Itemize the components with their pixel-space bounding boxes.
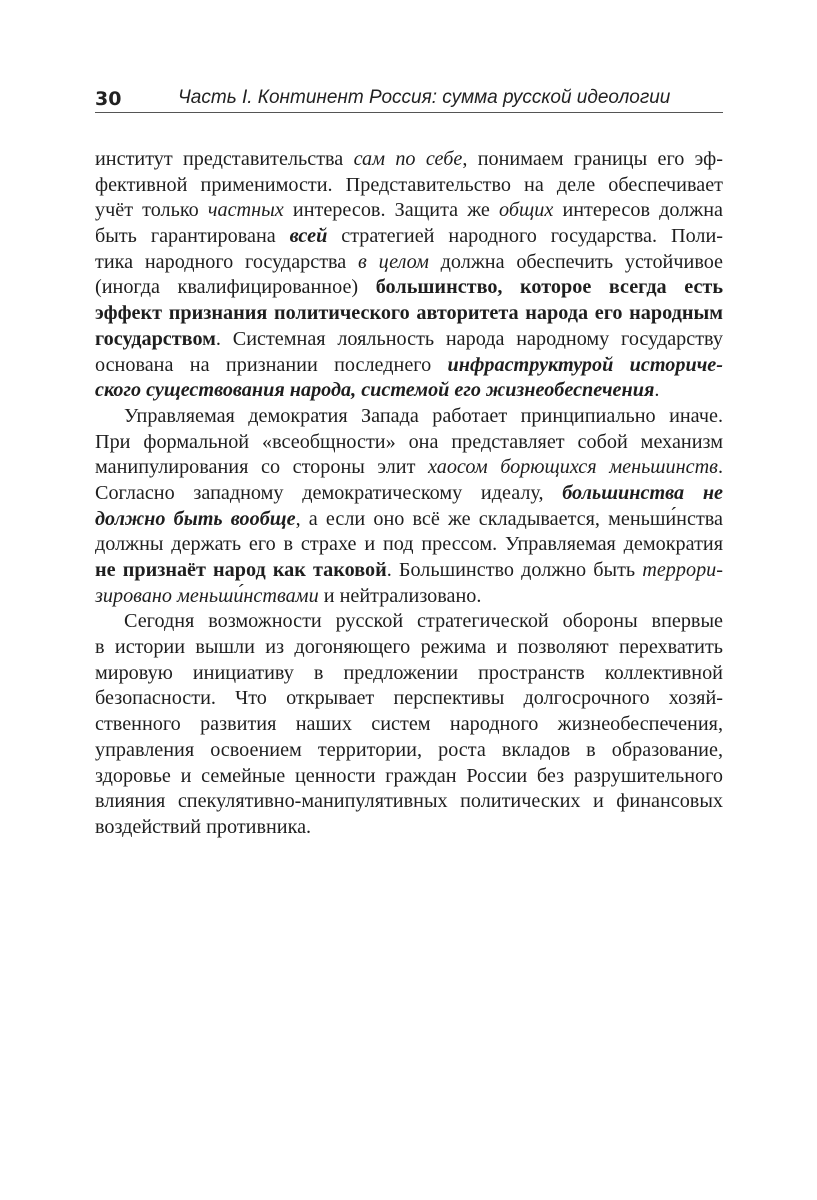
text-run: должны держать его в страхе и под прессом. Управляемая демократия [95,533,723,556]
text-line [95,455,723,481]
text-line [95,635,723,661]
emphasis-text: эффект признания политического авторитета народа его народным [95,302,723,325]
text-line [95,738,723,764]
text-run: управления освоением территории, роста вкладов в образование, [95,738,723,761]
text-line [95,404,723,430]
paragraph [95,609,723,840]
text-run: в истории вышли из догоняющего режима и позволяют перехватить [95,636,723,659]
text-run: (иногда квалифицированное) [95,276,376,299]
text-line [95,198,723,224]
text-run: Сегодня возможности русской стратегической обороны впервые [124,610,723,633]
text-line [95,327,723,353]
emphasis-text: зировано меньши́нствами [95,584,319,607]
text-run: . [654,379,660,402]
emphasis-text: ского существования народа, системой его жизнеобеспечения [95,379,655,402]
text-run: и нейтрализовано. [318,584,482,607]
paragraph [95,404,723,610]
text-run: основана на признании последнего [95,353,448,376]
text-line [95,661,723,687]
text-run: . Системная лояльность народа народному государству [215,327,723,350]
text-run: ственного развития наших систем народного жизнеобеспечения, [95,713,723,736]
emphasis-text: большинство, которое всегда есть [375,276,723,299]
emphasis-text: всей [289,225,328,248]
text-line [95,250,723,276]
text-line [95,686,723,712]
text-line [95,789,723,815]
text-line [95,764,723,790]
text-run: быть гарантирована [95,225,290,248]
text-run: мировую инициативу в предложении пространств коллективной [95,661,723,684]
text-line [95,815,723,841]
text-run: При формальной «всеобщности» она представляет собой механизм [95,430,723,453]
emphasis-text: инфраструктурой историче- [447,353,723,376]
text-line [95,558,723,584]
text-line [95,532,723,558]
emphasis-text: хаосом борющихся меньшинств [428,456,718,479]
text-run: должна обеспечить устойчивое [428,250,724,273]
emphasis-text: государством [95,327,216,350]
text-run: стратегией народного государства. Поли- [327,225,723,248]
text-run: безопасности. Что открывает перспективы долгосрочного хозяй- [95,687,723,710]
emphasis-text: большинства не [562,481,724,504]
text-line [95,147,723,173]
text-run: интересов. Защита же [283,199,500,222]
text-run: фективной применимости. Представительство на деле обеспечивает [95,173,723,196]
text-run: Согласно западному демократическому идеалу, [95,481,563,504]
emphasis-text: не признаёт народ как таковой [95,559,387,581]
text-line [95,507,723,533]
text-line [95,430,723,456]
text-line [95,353,723,379]
text-run: тика народного государства [95,250,359,273]
page-number: 30 [95,88,122,110]
text-run: , а если оно всё же складывается, меньши́нства [295,507,723,530]
text-line [95,712,723,738]
text-line [95,584,723,610]
text-run: здоровье и семейные ценности граждан России без разрушительного [95,764,723,787]
text-run: воздействий противника. [95,815,312,838]
text-line [95,224,723,250]
emphasis-text: должно быть вообще [95,507,296,530]
emphasis-text: сам по себе [353,148,463,170]
body-text [95,147,723,841]
text-run: . Большинство должно быть [386,559,643,581]
text-line [95,481,723,507]
text-run: . [717,456,723,479]
text-line [95,275,723,301]
text-line [95,609,723,635]
text-run: влияния спекулятивно-манипулятивных политических и финансовых [95,790,723,813]
text-line [95,301,723,327]
paragraph [95,147,723,404]
emphasis-text: частных [207,199,284,222]
running-header [95,82,723,113]
text-run: Управляемая демократия Запада работает принципиально иначе. [124,404,723,427]
text-run: манипулирования со стороны элит [95,456,429,479]
emphasis-text: общих [499,199,554,222]
text-run: учёт только [95,199,208,222]
text-run: институт представительства [95,148,354,170]
text-run: интересов должна [553,199,723,222]
running-title: Часть I. Континент Россия: сумма русской идеологии [178,87,671,108]
text-line [95,378,723,404]
text-line [95,173,723,199]
emphasis-text: в целом [358,250,429,273]
emphasis-text: террори- [642,559,723,581]
text-run: , понимаем границы его эф- [462,148,723,170]
